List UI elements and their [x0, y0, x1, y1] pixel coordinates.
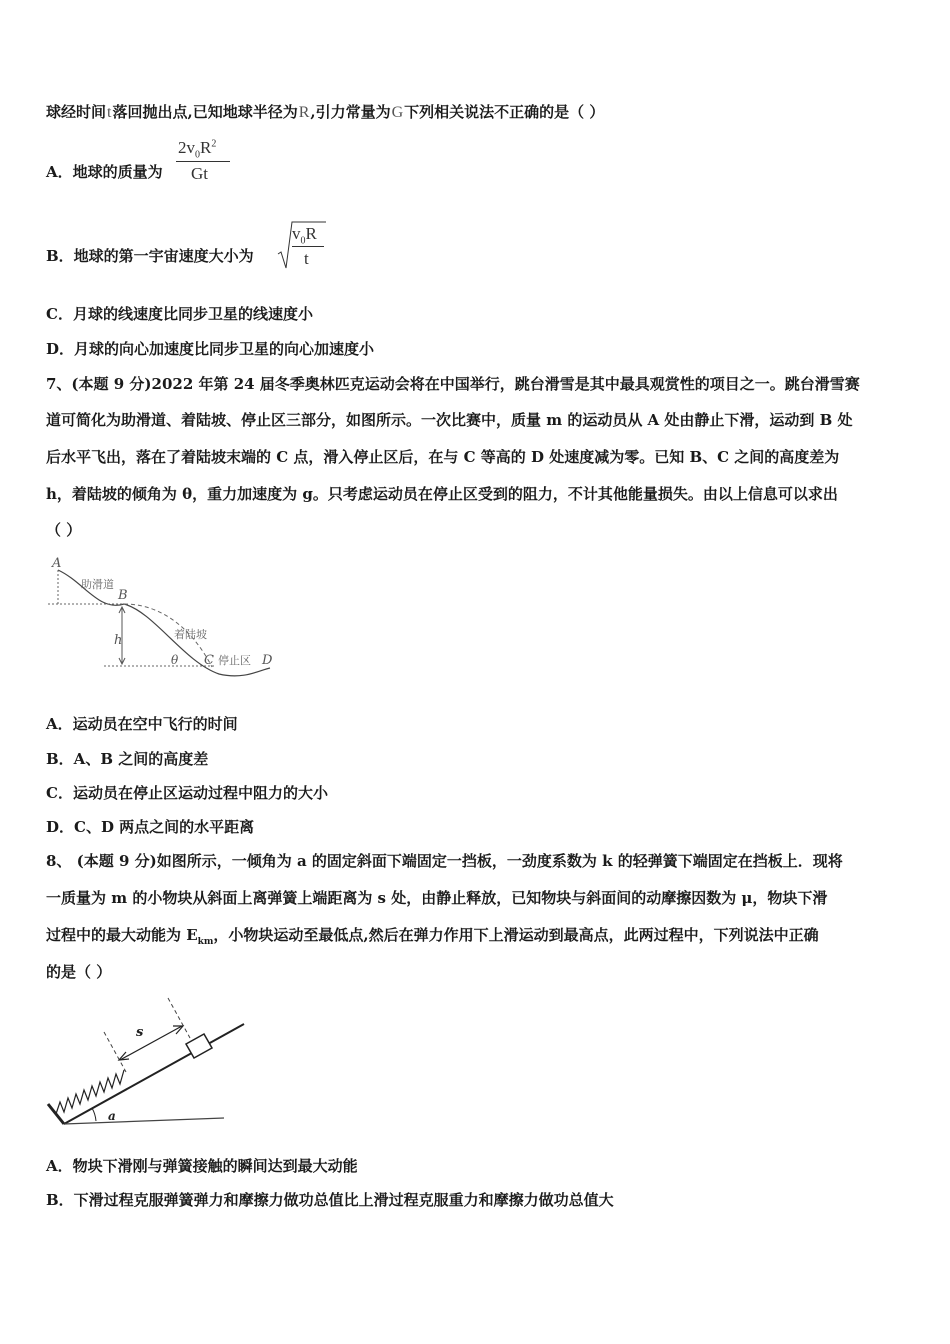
formula-a-numerator	[178, 138, 216, 160]
q7-stem-line-4: h，着陆坡的倾角为 θ，重力加速度为 g。只考虑运动员在停止区受到的阻力，不计其他能量损失。由以上信息可以求出	[46, 485, 838, 503]
var-t: t	[107, 104, 112, 121]
var-R: R	[298, 104, 310, 121]
first-cosmic-velocity-formula	[276, 220, 328, 272]
earth-mass-formula	[176, 136, 232, 188]
q7-stem-line-2: 道可简化为助滑道、着陆坡、停止区三部分，如图所示。一次比赛中，质量 m 的运动员从 A 处由静止下滑，运动到 B 处	[46, 411, 853, 429]
incline-surface	[64, 1024, 244, 1124]
q8-stem-line-4: 的是（ ）	[46, 963, 112, 981]
formula-b-num-sub: 0	[300, 235, 306, 247]
q6-stem-text-3: ,引力常量为	[310, 103, 391, 121]
label-slope: 着陆坡	[174, 628, 207, 641]
s-guide-lower	[104, 1032, 126, 1072]
q7-stem-line-3: 后水平飞出，落在了着陆坡末端的 C 点，滑入停止区后，在与 C 等高的 D 处速度减为零。已知 B、C 之间的高度差为	[46, 448, 840, 466]
ski-jump-diagram	[44, 552, 280, 682]
q8-option-b: B．下滑过程克服弹簧弹力和摩擦力做功总值比上滑过程克服重力和摩擦力做功总值大	[46, 1191, 614, 1209]
var-G: G	[391, 104, 404, 121]
label-a: A	[52, 556, 62, 571]
q7-option-b: B．A、B 之间的高度差	[46, 750, 209, 768]
formula-a-num-rest: R	[200, 138, 212, 157]
formula-b-num-main: v	[292, 224, 301, 243]
q6-option-a-label: A．地球的质量为	[46, 163, 163, 181]
q6-option-a	[46, 162, 163, 182]
s-dimension-line	[120, 1026, 182, 1060]
angle-arc	[92, 1108, 96, 1121]
label-s: s	[136, 1025, 144, 1040]
formula-a-num-sub: 0	[195, 149, 200, 161]
q8-line3-post: ，小物块运动至最低点,然后在弹力作用下上滑运动到最高点，此两过程中，下列说法中正确	[213, 926, 819, 944]
formula-b-numerator	[292, 224, 317, 246]
fraction-bar	[176, 161, 230, 162]
q6-stem-text-1: 球经时间	[46, 103, 107, 121]
formula-b-num-rest: R	[305, 224, 317, 243]
q7-option-a: A．运动员在空中飞行的时间	[46, 715, 238, 733]
label-stop-zone: 停止区	[218, 654, 251, 667]
formula-a-num-sup: 2	[211, 138, 217, 150]
fraction-bar	[292, 246, 324, 247]
label-c: C	[204, 653, 214, 668]
q7-stem-line-5: （ ）	[46, 521, 82, 539]
q6-option-d: D．月球的向心加速度比同步卫星的向心加速度小	[46, 340, 375, 358]
q7-option-d: D．C、D 两点之间的水平距离	[46, 818, 255, 836]
q8-line3-pre: 过程中的最大动能为 E	[46, 926, 198, 944]
q6-stem-line	[46, 102, 604, 123]
incline-spring-diagram	[44, 992, 248, 1128]
label-d: D	[262, 653, 273, 668]
formula-a-denominator: Gt	[191, 164, 208, 183]
label-h: h	[114, 633, 123, 648]
label-theta: θ	[171, 653, 179, 667]
q6-stem-text-4: 下列相关说法不正确的是（ ）	[404, 103, 605, 121]
q6-option-b-label: B．地球的第一宇宙速度大小为	[46, 247, 254, 265]
spring-icon	[56, 1070, 124, 1114]
q6-option-c: C．月球的线速度比同步卫星的线速度小	[46, 305, 313, 323]
label-b: B	[118, 588, 128, 603]
q8-option-a: A．物块下滑刚与弹簧接触的瞬间达到最大动能	[46, 1157, 358, 1175]
q6-option-b	[46, 246, 254, 266]
q8-stem-line-3	[46, 925, 819, 952]
formula-a-num-main: 2v	[178, 138, 195, 157]
q7-option-c: C．运动员在停止区运动过程中阻力的大小	[46, 784, 328, 802]
ground-line	[64, 1118, 224, 1124]
label-ramp: 助滑道	[81, 578, 114, 591]
q8-line3-sub: km	[197, 937, 214, 947]
q7-stem-line-1: 7、(本题 9 分)2022 年第 24 届冬季奥林匹克运动会将在中国举行，跳台滑雪是其中最具观赏性的项目之一。跳台滑雪赛	[46, 375, 860, 393]
q8-stem-line-1: 8、 (本题 9 分)如图所示，一倾角为 a 的固定斜面下端固定一挡板，一劲度系数为 k 的轻弹簧下端固定在挡板上．现将	[46, 852, 843, 870]
label-angle-a: a	[108, 1109, 116, 1123]
q8-stem-line-2: 一质量为 m 的小物块从斜面上离弹簧上端距离为 s 处，由静止释放，已知物块与斜面间的动摩擦因数为 μ，物块下滑	[46, 889, 828, 907]
formula-b-denominator: t	[304, 249, 309, 268]
q6-stem-text-2: 落回抛出点,已知地球半径为	[112, 103, 298, 121]
